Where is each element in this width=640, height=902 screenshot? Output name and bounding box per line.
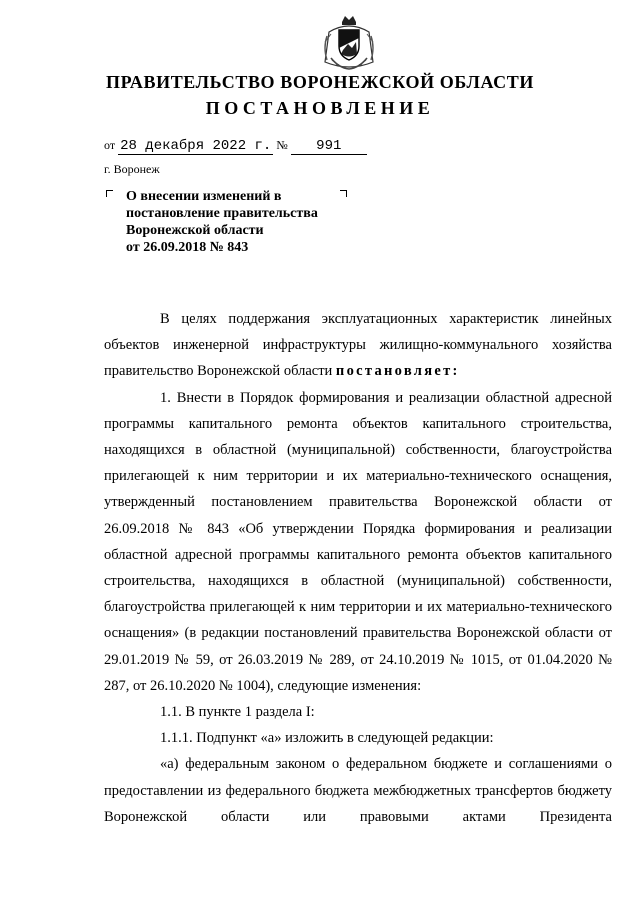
resolves-word: постановляет: [335, 363, 460, 380]
preamble-text: В целях поддержания эксплуатационных характеристик линейных объектов инженерной инфраструктуры жилищно-коммунального хозяйства правительство Воронежской области [104, 311, 612, 380]
subject-corner-left [106, 190, 113, 197]
subject-line: постановление правительства [126, 206, 318, 221]
subject-line: Воронежской области [126, 223, 264, 238]
city: г. Воронеж [104, 162, 160, 176]
subject-line: О внесении изменений в [126, 189, 282, 204]
subject-line: от 26.09.2018 № 843 [126, 240, 249, 255]
coat-of-arms-icon [321, 12, 377, 74]
number-prefix: № [276, 138, 288, 152]
organization-name: ПРАВИТЕЛЬСТВО ВОРОНЕЖСКОЙ ОБЛАСТИ [106, 72, 534, 92]
document-type: ПОСТАНОВЛЕНИЕ [205, 98, 435, 118]
clause-1-1-paragraph: 1.1. В пункте 1 раздела I: [160, 704, 315, 721]
clause-1-paragraph: 1. Внести в Порядок формирования и реализации областной адресной программы капитального ремонта объектов капитального строительства, находящихся в областной (муниципальной) собственности, благоустройства прилегающей к ним территории и их материально-технического оснащения, утвержденный постановлением правительства Воронежской области от 26.09.2018 № 843 «Об утверждении Порядка формирования и реализации областной адресной программы капитального ремонта объектов капитального строительства, находящихся в областной (муниципальной) собственности, благоустройства прилегающей к ним территории и их материально-технического оснащения» (в редакции постановлений правительства Воронежской области от 29.01.2019 № 59, от 26.03.2019 № 289, от 24.10.2019 № 1015, от 01.04.2020 № 287, от 26.10.2020 № 1004), следующие изменения: [104, 389, 612, 694]
document-subject [126, 188, 356, 256]
date-prefix: от [104, 138, 116, 152]
document-number: 991 [291, 138, 367, 155]
document-date: 28 декабря 2022 г. [120, 138, 272, 154]
subclause-a-paragraph: «а) федеральным законом о федеральном бюджете и соглашениями о предоставлении из федерального бюджета межбюджетных трансфертов бюджету Воронежской области или правовыми актами Президента [104, 756, 612, 825]
clause-1-1-1-paragraph: 1.1.1. Подпункт «а» изложить в следующей редакции: [160, 730, 494, 747]
preamble-paragraph [104, 306, 612, 385]
date-line [104, 138, 367, 155]
document-body [104, 306, 612, 830]
